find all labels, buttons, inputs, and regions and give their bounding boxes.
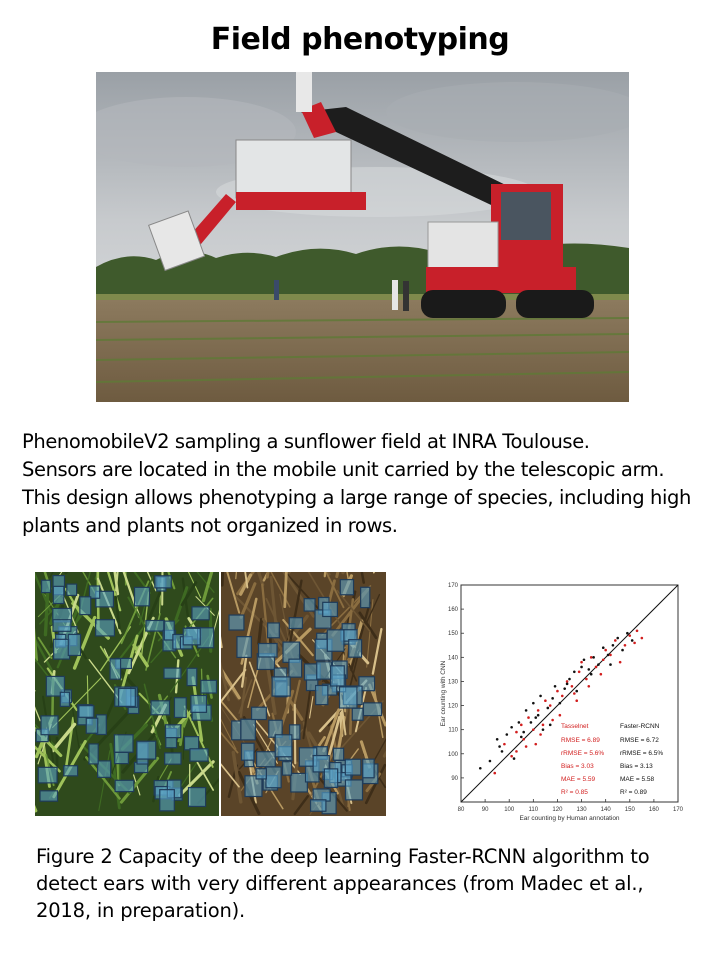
scatter-point-tasselnet: [493, 772, 496, 775]
detection-box: [361, 587, 370, 607]
scatter-point-tasselnet: [602, 658, 605, 661]
detection-box: [41, 716, 58, 735]
scatter-point-tasselnet: [566, 680, 569, 683]
scatter-point-tasselnet: [532, 728, 535, 731]
scatter-point-tasselnet: [556, 690, 559, 693]
legend-stat: rRMSE = 5.6%: [561, 750, 605, 757]
scatter-point-tasselnet: [534, 743, 537, 746]
scatter-point-faster-rcnn: [597, 663, 600, 666]
detection-box: [54, 639, 70, 659]
caption-line: Sensors are located in the mobile unit carried by the telescopic arm.: [22, 458, 665, 481]
detection-box: [185, 737, 199, 750]
detection-box: [38, 767, 57, 783]
scatter-point-faster-rcnn: [551, 697, 554, 700]
x-tick-label: 120: [552, 807, 563, 813]
scatter-point-faster-rcnn: [520, 736, 523, 739]
detection-box: [98, 761, 111, 777]
scatter-point-tasselnet: [573, 692, 576, 695]
scatter-point-faster-rcnn: [539, 695, 542, 698]
x-tick-label: 140: [600, 807, 611, 813]
y-tick-label: 130: [447, 679, 458, 686]
detection-box: [137, 741, 156, 759]
x-tick-label: 80: [457, 807, 465, 813]
y-tick-label: 110: [448, 727, 458, 734]
detection-box: [340, 580, 353, 595]
photo-caption: [22, 428, 712, 540]
scatter-point-tasselnet: [561, 695, 564, 698]
scatter-point-faster-rcnn: [496, 738, 499, 741]
legend-series-name: Faster-RCNN: [620, 723, 660, 730]
detection-box: [164, 668, 181, 678]
scatter-point-faster-rcnn: [537, 714, 540, 717]
detection-box: [183, 628, 200, 645]
scatter-point-tasselnet: [600, 673, 603, 676]
detection-box: [363, 759, 374, 778]
caption-line: plants and plants not organized in rows.: [22, 514, 398, 537]
scatter-point-tasselnet: [510, 755, 513, 758]
detection-box: [115, 780, 134, 791]
y-tick-label: 120: [447, 703, 458, 710]
scatter-point-tasselnet: [578, 671, 581, 674]
detection-box: [119, 688, 136, 706]
scatter-point-tasselnet: [551, 719, 554, 722]
legend-stat: R² = 0.85: [561, 789, 588, 796]
caption-line: PhenomobileV2 sampling a sunflower field at INRA Toulouse.: [22, 430, 590, 453]
legend-stat: RMSE = 6.72: [620, 737, 659, 744]
detection-box: [115, 752, 129, 763]
x-tick-label: 150: [624, 807, 635, 813]
detection-box: [53, 620, 71, 632]
scatter-point-faster-rcnn: [554, 685, 557, 688]
detection-box: [268, 623, 280, 638]
detection-box: [151, 701, 169, 715]
scatter-point-faster-rcnn: [590, 673, 593, 676]
scatter-point-faster-rcnn: [532, 702, 535, 705]
scatter-point-faster-rcnn: [609, 663, 612, 666]
scatter-point-faster-rcnn: [612, 644, 615, 647]
scatter-point-faster-rcnn: [566, 683, 569, 686]
detection-box: [53, 586, 64, 603]
detection-box: [96, 620, 115, 636]
detection-box: [311, 800, 326, 811]
scatter-point-tasselnet: [636, 630, 639, 633]
track-right: [516, 290, 594, 318]
scatter-point-faster-rcnn: [626, 632, 629, 635]
detection-box: [187, 668, 197, 685]
legend-stat: Bias = 3.13: [620, 763, 653, 770]
detection-box: [155, 576, 171, 588]
detection-box: [68, 634, 80, 655]
legend-stat: rRMSE = 6.5%: [620, 750, 664, 757]
scatter-point-tasselnet: [587, 685, 590, 688]
scatter-point-tasselnet: [585, 678, 588, 681]
robot-illustration: [96, 72, 629, 402]
scatter-point-faster-rcnn: [522, 731, 525, 734]
scatter-point-faster-rcnn: [575, 690, 578, 693]
scatter-svg: [436, 580, 686, 822]
detection-box: [241, 719, 255, 740]
detection-box: [352, 708, 363, 720]
scatter-point-tasselnet: [542, 724, 545, 727]
scatter-point-faster-rcnn: [573, 671, 576, 674]
detection-box: [345, 780, 362, 800]
detection-box: [79, 706, 94, 718]
legend-stat: MAE = 5.59: [561, 776, 596, 783]
y-tick-label: 150: [447, 631, 458, 638]
figure-caption-line: detect ears with very different appearances (from Madec et al.,: [36, 872, 644, 895]
scatter-point-faster-rcnn: [563, 687, 566, 690]
scatter-point-tasselnet: [633, 642, 636, 645]
scatter-point-tasselnet: [575, 699, 578, 702]
scatter-point-faster-rcnn: [621, 649, 624, 652]
detection-box: [331, 666, 345, 686]
y-tick-label: 160: [447, 607, 458, 614]
scatter-point-tasselnet: [609, 654, 612, 657]
detection-box: [165, 725, 180, 738]
scatter-point-faster-rcnn: [513, 757, 516, 760]
scatter-point-tasselnet: [628, 634, 631, 637]
detection-box: [165, 753, 181, 764]
scatter-point-tasselnet: [571, 685, 574, 688]
scatter-point-faster-rcnn: [602, 646, 605, 649]
scatter-point-tasselnet: [580, 661, 583, 664]
scatter-point-tasselnet: [537, 709, 540, 712]
scatter-point-faster-rcnn: [592, 656, 595, 659]
detection-box: [42, 580, 51, 592]
scatter-point-tasselnet: [641, 637, 644, 640]
detection-box: [60, 692, 69, 706]
scatter-point-tasselnet: [624, 644, 627, 647]
scatter-point-faster-rcnn: [542, 728, 545, 731]
scatter-point-tasselnet: [515, 731, 518, 734]
x-tick-label: 110: [528, 807, 539, 813]
scatter-point-faster-rcnn: [501, 750, 504, 753]
detection-box: [160, 790, 175, 811]
caption-line: This design allows phenotyping a large range of species, including high: [22, 486, 691, 509]
x-tick-label: 90: [481, 807, 489, 813]
scatter-point-tasselnet: [525, 745, 528, 748]
wheat-senescent-detection-image: [221, 572, 386, 816]
detection-box: [289, 618, 302, 629]
detection-box: [192, 607, 209, 620]
detection-box: [40, 791, 57, 801]
scatter-point-tasselnet: [549, 704, 552, 707]
detection-box: [114, 735, 133, 752]
detection-box: [317, 662, 332, 679]
y-tick-label: 140: [447, 655, 458, 662]
legend-series-name: Tasselnet: [561, 723, 589, 730]
sensor-unit: [236, 140, 351, 198]
scatter-point-tasselnet: [539, 733, 542, 736]
scatter-point-faster-rcnn: [549, 724, 552, 727]
detection-box: [256, 769, 266, 779]
scatter-point-faster-rcnn: [547, 707, 550, 710]
figure-caption-line: 2018, in preparation).: [36, 899, 246, 922]
scatter-point-tasselnet: [515, 750, 518, 753]
scatter-point-faster-rcnn: [479, 767, 482, 770]
scatter-point-tasselnet: [503, 743, 506, 746]
detection-box: [190, 749, 208, 761]
legend-stat: MAE = 5.58: [620, 776, 655, 783]
detection-box: [324, 769, 337, 788]
x-tick-label: 170: [672, 807, 684, 813]
scatter-point-faster-rcnn: [631, 639, 634, 642]
detection-box: [191, 695, 207, 712]
scatter-point-tasselnet: [522, 738, 525, 741]
detection-box: [86, 718, 97, 733]
scatter-point-faster-rcnn: [583, 658, 586, 661]
detection-box: [289, 659, 302, 677]
detection-box: [110, 659, 121, 679]
detection-box: [135, 587, 150, 605]
detection-box: [316, 685, 328, 704]
detection-box: [257, 752, 276, 767]
detection-box: [241, 743, 254, 760]
legend-stat: Bias = 3.03: [561, 763, 594, 770]
detection-box: [237, 637, 251, 658]
scatter-point-faster-rcnn: [510, 726, 513, 729]
y-tick-label: 90: [451, 775, 458, 782]
scatter-point-faster-rcnn: [616, 637, 619, 640]
detection-box: [252, 707, 267, 719]
scatter-point-faster-rcnn: [525, 709, 528, 712]
scatter-point-tasselnet: [614, 639, 617, 642]
scatter-point-faster-rcnn: [607, 654, 610, 657]
detection-box: [174, 698, 186, 718]
scatter-point-tasselnet: [544, 699, 547, 702]
x-tick-label: 130: [576, 807, 587, 813]
scatter-point-tasselnet: [619, 661, 622, 664]
scatter-point-faster-rcnn: [568, 678, 571, 681]
detection-box: [345, 759, 361, 775]
detection-box: [229, 615, 244, 630]
scatter-point-faster-rcnn: [559, 702, 562, 705]
scatter-point-faster-rcnn: [580, 666, 583, 669]
x-axis-label: Ear counting by Human annotation: [519, 815, 620, 822]
detection-box: [349, 640, 362, 658]
detection-box: [259, 644, 277, 657]
figure-caption-line: Figure 2 Capacity of the deep learning Faster-RCNN algorithm to: [36, 845, 650, 868]
phenomobile-robot-photo: [96, 72, 629, 402]
track-left: [421, 290, 506, 318]
detection-box: [363, 703, 381, 716]
slide-title: Field phenotyping: [210, 22, 510, 57]
detection-box: [189, 788, 206, 807]
detection-box: [340, 687, 357, 708]
detection-box: [64, 766, 78, 776]
detection-box: [304, 599, 315, 611]
detection-box: [275, 735, 292, 757]
scatter-point-tasselnet: [559, 714, 562, 717]
y-tick-label: 170: [447, 583, 458, 589]
detection-box: [272, 677, 290, 696]
legend-stat: R² = 0.89: [620, 789, 647, 796]
x-tick-label: 100: [504, 807, 515, 813]
figure-caption: [36, 843, 706, 924]
y-axis-label: Ear counting with CNN: [440, 660, 447, 727]
detection-box: [146, 620, 164, 631]
scatter-point-tasselnet: [527, 716, 530, 719]
scatter-point-tasselnet: [604, 649, 607, 652]
scatter-point-faster-rcnn: [518, 721, 521, 724]
detection-box: [291, 773, 308, 792]
detection-box: [67, 584, 77, 595]
scatter-point-faster-rcnn: [534, 716, 537, 719]
detection-box: [80, 597, 91, 615]
scatter-point-tasselnet: [520, 724, 523, 727]
scatter-point-tasselnet: [590, 656, 593, 659]
detection-box: [266, 767, 281, 788]
detection-box: [283, 762, 292, 775]
detection-box: [89, 744, 98, 764]
scatter-point-tasselnet: [595, 666, 598, 669]
x-tick-label: 160: [648, 807, 659, 813]
scatter-point-faster-rcnn: [587, 668, 590, 671]
detection-box: [232, 721, 241, 740]
ear-counting-scatter-plot: [436, 580, 686, 822]
scatter-point-faster-rcnn: [489, 760, 492, 763]
scatter-point-faster-rcnn: [530, 721, 533, 724]
legend-stat: RMSE = 6.89: [561, 737, 600, 744]
wheat-green-detection-image: [35, 572, 219, 816]
y-tick-label: 100: [447, 751, 458, 758]
detection-box: [333, 748, 343, 760]
detection-box: [323, 602, 338, 616]
scatter-point-faster-rcnn: [506, 733, 509, 736]
scatter-point-faster-rcnn: [498, 745, 501, 748]
detection-box: [327, 630, 344, 651]
detection-box: [201, 680, 216, 693]
